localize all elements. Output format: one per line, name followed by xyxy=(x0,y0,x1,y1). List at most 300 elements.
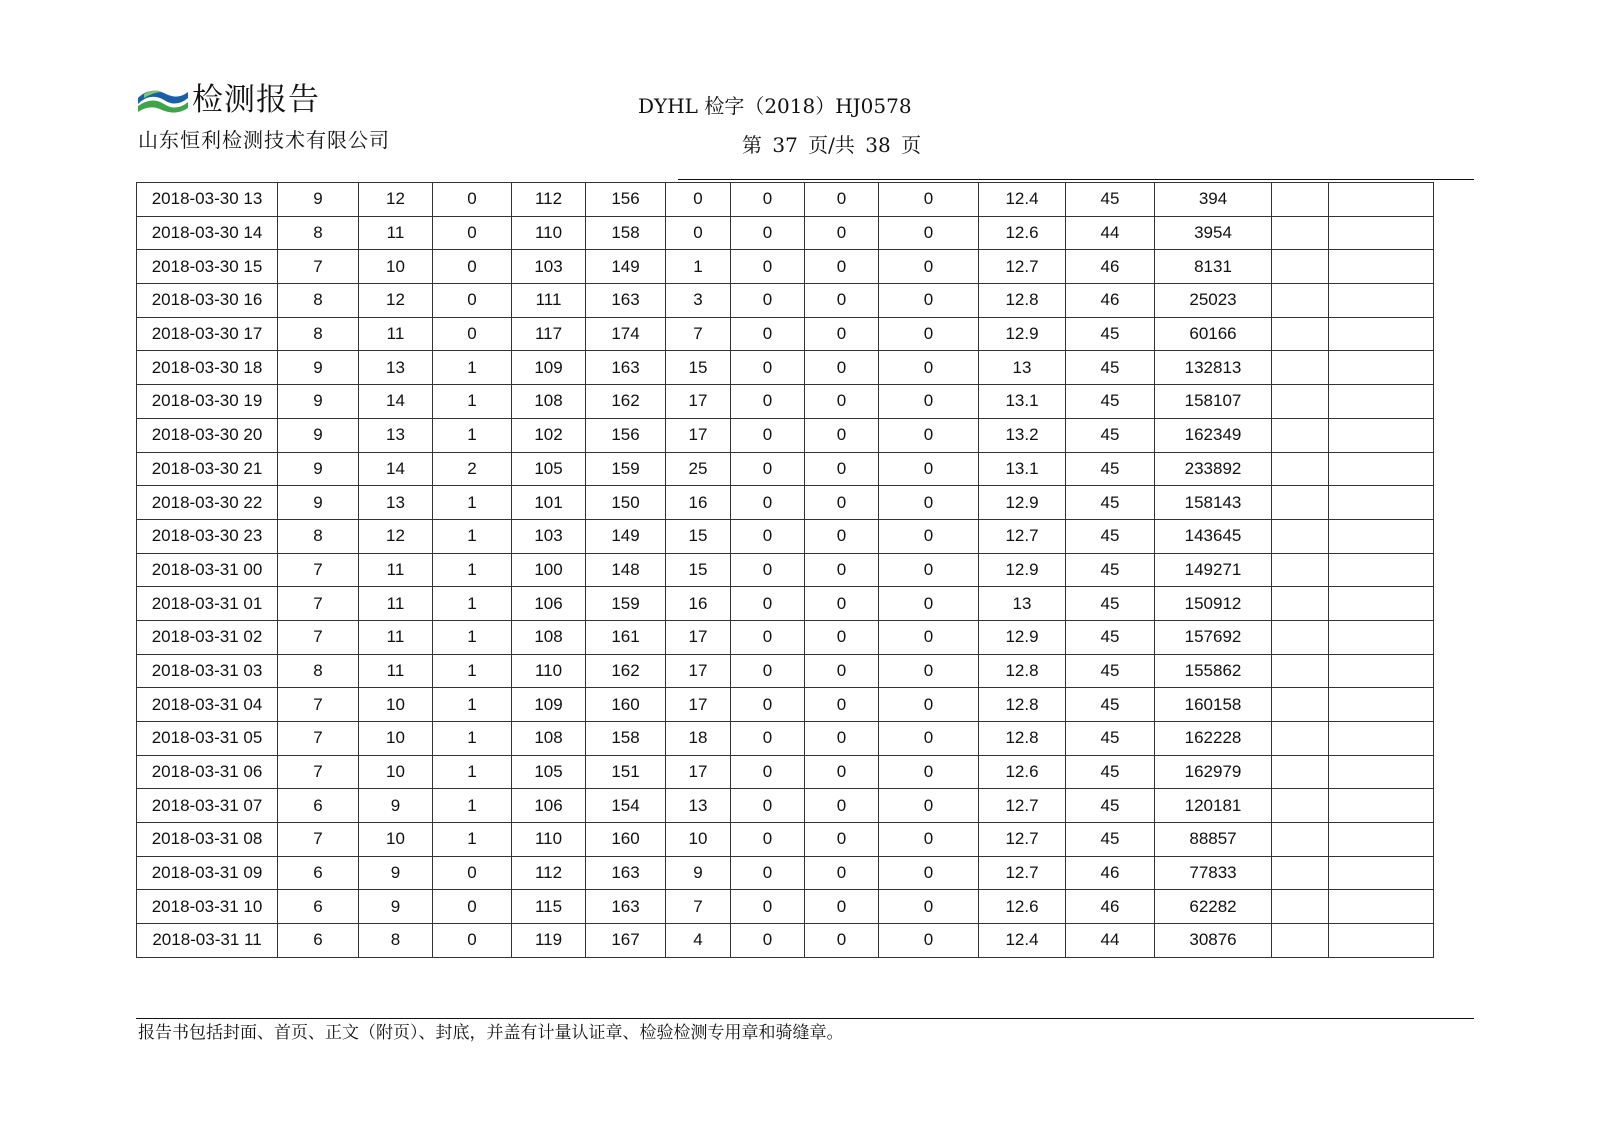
table-cell: 0 xyxy=(879,486,979,520)
table-cell: 163 xyxy=(586,284,666,318)
table-cell: 154 xyxy=(586,789,666,823)
table-cell: 9 xyxy=(359,890,433,924)
table-cell: 45 xyxy=(1066,553,1155,587)
table-cell: 25023 xyxy=(1155,284,1272,318)
table-cell: 2018-03-30 22 xyxy=(137,486,278,520)
table-cell: 0 xyxy=(879,890,979,924)
table-cell: 13.1 xyxy=(979,452,1066,486)
page-indicator xyxy=(742,131,921,159)
table-cell: 12.6 xyxy=(979,216,1066,250)
table-cell: 0 xyxy=(805,755,879,789)
table-cell: 13.1 xyxy=(979,385,1066,419)
table-cell: 12.7 xyxy=(979,789,1066,823)
table-cell: 0 xyxy=(805,924,879,958)
table-row xyxy=(137,250,1434,284)
table-cell: 0 xyxy=(805,519,879,553)
table-row xyxy=(137,856,1434,890)
company-name: 山东恒利检测技术有限公司 xyxy=(138,128,390,152)
table-cell: 0 xyxy=(433,250,512,284)
table-cell: 0 xyxy=(731,351,805,385)
table-cell: 46 xyxy=(1066,250,1155,284)
table-cell: 0 xyxy=(805,385,879,419)
table-cell: 12.9 xyxy=(979,317,1066,351)
table-cell: 0 xyxy=(433,216,512,250)
table-cell: 11 xyxy=(359,317,433,351)
table-cell: 10 xyxy=(359,250,433,284)
footer-divider xyxy=(136,1018,1474,1019)
table-cell: 160 xyxy=(586,823,666,857)
table-cell: 77833 xyxy=(1155,856,1272,890)
table-row xyxy=(137,654,1434,688)
table-cell: 12.8 xyxy=(979,688,1066,722)
table-cell: 17 xyxy=(666,385,731,419)
table-cell: 0 xyxy=(666,183,731,217)
table-cell: 158 xyxy=(586,216,666,250)
table-cell: 162979 xyxy=(1155,755,1272,789)
table-cell xyxy=(1272,452,1329,486)
table-cell: 394 xyxy=(1155,183,1272,217)
table-cell xyxy=(1272,553,1329,587)
table-cell: 12.9 xyxy=(979,553,1066,587)
table-cell: 0 xyxy=(731,688,805,722)
report-title: 检测报告 xyxy=(192,82,320,118)
table-cell: 2018-03-30 16 xyxy=(137,284,278,318)
table-cell: 45 xyxy=(1066,183,1155,217)
table-cell: 9 xyxy=(278,452,359,486)
table-cell: 0 xyxy=(879,587,979,621)
table-cell xyxy=(1272,722,1329,756)
table-cell: 0 xyxy=(731,418,805,452)
table-cell: 3 xyxy=(666,284,731,318)
table-cell: 7 xyxy=(278,722,359,756)
table-cell: 151 xyxy=(586,755,666,789)
table-cell xyxy=(1272,890,1329,924)
table-row xyxy=(137,823,1434,857)
table-cell: 1 xyxy=(433,789,512,823)
table-cell xyxy=(1329,216,1434,250)
table-cell xyxy=(1272,183,1329,217)
table-cell: 45 xyxy=(1066,519,1155,553)
table-cell: 0 xyxy=(805,722,879,756)
table-cell: 0 xyxy=(731,216,805,250)
table-cell: 18 xyxy=(666,722,731,756)
table-cell xyxy=(1272,924,1329,958)
table-cell: 0 xyxy=(879,620,979,654)
table-cell: 9 xyxy=(278,351,359,385)
table-cell: 1 xyxy=(433,418,512,452)
table-cell: 12 xyxy=(359,284,433,318)
page-prefix: 第 xyxy=(742,133,762,157)
page-current: 37 xyxy=(772,133,798,157)
table-cell xyxy=(1329,722,1434,756)
table-row xyxy=(137,587,1434,621)
table-cell: 45 xyxy=(1066,620,1155,654)
table-cell: 7 xyxy=(278,688,359,722)
table-cell: 10 xyxy=(359,823,433,857)
table-cell: 0 xyxy=(879,856,979,890)
table-cell: 60166 xyxy=(1155,317,1272,351)
table-cell: 12.8 xyxy=(979,654,1066,688)
table-cell: 2018-03-31 05 xyxy=(137,722,278,756)
table-cell: 12.7 xyxy=(979,856,1066,890)
table-cell: 11 xyxy=(359,587,433,621)
table-cell: 13 xyxy=(359,418,433,452)
table-cell: 0 xyxy=(805,452,879,486)
table-cell: 0 xyxy=(731,452,805,486)
table-cell: 45 xyxy=(1066,823,1155,857)
table-cell: 2018-03-31 00 xyxy=(137,553,278,587)
table-cell: 0 xyxy=(433,924,512,958)
table-cell: 0 xyxy=(805,587,879,621)
table-cell: 0 xyxy=(879,688,979,722)
table-cell: 10 xyxy=(359,755,433,789)
table-cell: 2018-03-31 07 xyxy=(137,789,278,823)
table-cell xyxy=(1272,250,1329,284)
table-cell: 106 xyxy=(512,789,586,823)
table-cell: 2018-03-31 11 xyxy=(137,924,278,958)
table-cell: 0 xyxy=(731,486,805,520)
table-cell: 0 xyxy=(879,317,979,351)
table-cell: 100 xyxy=(512,553,586,587)
table-cell: 119 xyxy=(512,924,586,958)
table-cell: 0 xyxy=(805,688,879,722)
table-cell: 0 xyxy=(731,587,805,621)
table-cell: 2018-03-30 17 xyxy=(137,317,278,351)
table-cell: 132813 xyxy=(1155,351,1272,385)
table-cell xyxy=(1272,385,1329,419)
table-cell: 1 xyxy=(433,755,512,789)
table-row xyxy=(137,317,1434,351)
table-cell: 8 xyxy=(278,216,359,250)
table-cell: 2018-03-31 02 xyxy=(137,620,278,654)
table-cell xyxy=(1329,351,1434,385)
table-row xyxy=(137,216,1434,250)
table-cell xyxy=(1329,789,1434,823)
table-cell: 2018-03-30 19 xyxy=(137,385,278,419)
table-cell: 14 xyxy=(359,452,433,486)
table-row xyxy=(137,755,1434,789)
table-cell: 0 xyxy=(731,183,805,217)
table-cell: 110 xyxy=(512,654,586,688)
table-cell: 45 xyxy=(1066,486,1155,520)
table-cell: 162349 xyxy=(1155,418,1272,452)
company-logo-icon xyxy=(136,84,190,114)
table-cell: 16 xyxy=(666,486,731,520)
table-cell: 7 xyxy=(278,587,359,621)
table-cell: 16 xyxy=(666,587,731,621)
table-cell: 11 xyxy=(359,553,433,587)
table-cell: 1 xyxy=(433,553,512,587)
table-cell: 0 xyxy=(805,553,879,587)
table-cell: 2018-03-31 06 xyxy=(137,755,278,789)
table-cell: 13 xyxy=(979,587,1066,621)
table-cell: 163 xyxy=(586,890,666,924)
table-cell: 0 xyxy=(879,789,979,823)
table-cell: 159 xyxy=(586,587,666,621)
table-cell xyxy=(1272,317,1329,351)
table-cell: 157692 xyxy=(1155,620,1272,654)
table-cell: 13 xyxy=(979,351,1066,385)
table-cell: 12.7 xyxy=(979,519,1066,553)
table-cell: 13 xyxy=(666,789,731,823)
table-cell: 6 xyxy=(278,856,359,890)
table-cell xyxy=(1329,250,1434,284)
table-cell: 12.4 xyxy=(979,183,1066,217)
table-cell: 12.4 xyxy=(979,924,1066,958)
table-cell: 108 xyxy=(512,620,586,654)
table-cell: 12.7 xyxy=(979,823,1066,857)
table-cell: 149 xyxy=(586,250,666,284)
table-cell: 12.8 xyxy=(979,722,1066,756)
table-row xyxy=(137,284,1434,318)
table-cell: 0 xyxy=(879,418,979,452)
table-cell: 0 xyxy=(731,823,805,857)
table-cell: 0 xyxy=(433,856,512,890)
table-cell: 103 xyxy=(512,519,586,553)
table-cell xyxy=(1329,620,1434,654)
table-cell xyxy=(1272,351,1329,385)
table-cell: 7 xyxy=(666,890,731,924)
table-cell: 4 xyxy=(666,924,731,958)
table-cell: 109 xyxy=(512,688,586,722)
table-cell xyxy=(1272,519,1329,553)
table-cell: 12.6 xyxy=(979,890,1066,924)
table-row xyxy=(137,452,1434,486)
table-cell: 9 xyxy=(278,486,359,520)
table-row xyxy=(137,418,1434,452)
table-cell: 46 xyxy=(1066,890,1155,924)
table-cell: 0 xyxy=(433,317,512,351)
page-total: 38 xyxy=(865,133,891,157)
table-cell: 1 xyxy=(666,250,731,284)
table-cell: 0 xyxy=(731,250,805,284)
table-cell: 62282 xyxy=(1155,890,1272,924)
table-cell: 11 xyxy=(359,620,433,654)
table-cell: 12.8 xyxy=(979,284,1066,318)
table-cell: 0 xyxy=(805,317,879,351)
table-cell: 0 xyxy=(805,418,879,452)
table-cell xyxy=(1272,654,1329,688)
table-cell: 3954 xyxy=(1155,216,1272,250)
table-cell: 112 xyxy=(512,183,586,217)
table-cell: 45 xyxy=(1066,654,1155,688)
table-cell xyxy=(1329,587,1434,621)
table-cell: 1 xyxy=(433,519,512,553)
table-cell xyxy=(1272,688,1329,722)
table-cell: 0 xyxy=(805,823,879,857)
table-cell: 2018-03-31 04 xyxy=(137,688,278,722)
table-cell: 0 xyxy=(731,890,805,924)
table-cell: 12 xyxy=(359,183,433,217)
table-cell: 155862 xyxy=(1155,654,1272,688)
table-cell xyxy=(1272,620,1329,654)
table-cell: 15 xyxy=(666,519,731,553)
table-cell: 45 xyxy=(1066,317,1155,351)
table-cell xyxy=(1329,688,1434,722)
table-cell: 160158 xyxy=(1155,688,1272,722)
table-cell: 25 xyxy=(666,452,731,486)
table-cell: 12.7 xyxy=(979,250,1066,284)
table-cell: 0 xyxy=(805,890,879,924)
table-cell: 0 xyxy=(805,856,879,890)
table-cell xyxy=(1329,654,1434,688)
table-cell: 0 xyxy=(879,755,979,789)
table-cell xyxy=(1272,486,1329,520)
table-cell: 1 xyxy=(433,620,512,654)
table-cell: 6 xyxy=(278,890,359,924)
table-cell: 45 xyxy=(1066,722,1155,756)
table-cell: 14 xyxy=(359,385,433,419)
table-cell: 9 xyxy=(359,856,433,890)
table-cell: 0 xyxy=(879,519,979,553)
table-cell: 0 xyxy=(879,654,979,688)
table-cell: 150912 xyxy=(1155,587,1272,621)
table-cell: 2018-03-31 01 xyxy=(137,587,278,621)
table-cell: 1 xyxy=(433,688,512,722)
table-row xyxy=(137,519,1434,553)
table-cell xyxy=(1329,183,1434,217)
table-cell: 0 xyxy=(805,183,879,217)
table-cell: 0 xyxy=(731,620,805,654)
page-suffix: 页 xyxy=(901,133,922,157)
table-cell: 2018-03-30 15 xyxy=(137,250,278,284)
table-cell: 156 xyxy=(586,183,666,217)
table-cell: 9 xyxy=(278,418,359,452)
table-cell: 2018-03-31 10 xyxy=(137,890,278,924)
table-cell: 13 xyxy=(359,351,433,385)
table-cell: 1 xyxy=(433,385,512,419)
table-row xyxy=(137,385,1434,419)
table-cell: 106 xyxy=(512,587,586,621)
table-cell: 8 xyxy=(278,519,359,553)
table-cell: 0 xyxy=(879,924,979,958)
table-cell: 7 xyxy=(666,317,731,351)
table-cell: 8131 xyxy=(1155,250,1272,284)
table-cell: 30876 xyxy=(1155,924,1272,958)
table-cell: 8 xyxy=(278,284,359,318)
table-cell: 111 xyxy=(512,284,586,318)
table-cell: 0 xyxy=(805,284,879,318)
table-cell: 0 xyxy=(879,183,979,217)
table-cell: 160 xyxy=(586,688,666,722)
table-cell: 167 xyxy=(586,924,666,958)
table-cell xyxy=(1329,856,1434,890)
table-cell: 11 xyxy=(359,654,433,688)
table-cell: 8 xyxy=(278,654,359,688)
table-cell: 9 xyxy=(278,385,359,419)
table-row xyxy=(137,890,1434,924)
table-cell: 105 xyxy=(512,755,586,789)
table-cell: 2018-03-31 08 xyxy=(137,823,278,857)
table-cell: 163 xyxy=(586,856,666,890)
table-cell: 0 xyxy=(879,452,979,486)
table-cell: 0 xyxy=(731,654,805,688)
table-cell: 0 xyxy=(731,317,805,351)
table-cell xyxy=(1272,418,1329,452)
table-cell: 45 xyxy=(1066,418,1155,452)
table-cell xyxy=(1329,553,1434,587)
table-cell: 110 xyxy=(512,823,586,857)
table-cell: 161 xyxy=(586,620,666,654)
table-cell: 103 xyxy=(512,250,586,284)
table-cell: 9 xyxy=(278,183,359,217)
table-cell: 0 xyxy=(879,351,979,385)
monitoring-data-table xyxy=(136,182,1434,958)
table-cell xyxy=(1272,823,1329,857)
table-cell: 44 xyxy=(1066,216,1155,250)
table-row xyxy=(137,620,1434,654)
table-cell xyxy=(1272,284,1329,318)
table-cell: 233892 xyxy=(1155,452,1272,486)
table-cell: 45 xyxy=(1066,385,1155,419)
table-cell: 1 xyxy=(433,722,512,756)
table-row xyxy=(137,351,1434,385)
table-cell: 0 xyxy=(879,385,979,419)
table-cell: 2018-03-30 14 xyxy=(137,216,278,250)
table-cell: 109 xyxy=(512,351,586,385)
table-cell: 17 xyxy=(666,688,731,722)
table-cell: 0 xyxy=(879,823,979,857)
table-cell: 162228 xyxy=(1155,722,1272,756)
table-cell: 2 xyxy=(433,452,512,486)
table-cell: 162 xyxy=(586,385,666,419)
table-cell: 13.2 xyxy=(979,418,1066,452)
table-cell: 0 xyxy=(666,216,731,250)
table-cell: 2018-03-31 03 xyxy=(137,654,278,688)
table-cell: 117 xyxy=(512,317,586,351)
table-cell: 0 xyxy=(731,284,805,318)
table-cell: 101 xyxy=(512,486,586,520)
table-cell: 1 xyxy=(433,654,512,688)
table-cell: 9 xyxy=(666,856,731,890)
table-cell: 12.9 xyxy=(979,620,1066,654)
table-cell: 0 xyxy=(433,890,512,924)
page-mid: 页/共 xyxy=(808,133,855,157)
table-cell xyxy=(1329,755,1434,789)
table-cell: 6 xyxy=(278,924,359,958)
table-cell: 12.6 xyxy=(979,755,1066,789)
table-cell: 88857 xyxy=(1155,823,1272,857)
table-cell: 148 xyxy=(586,553,666,587)
table-cell: 0 xyxy=(731,789,805,823)
table-cell: 0 xyxy=(731,385,805,419)
table-cell xyxy=(1329,418,1434,452)
table-cell: 108 xyxy=(512,385,586,419)
table-cell xyxy=(1329,823,1434,857)
table-cell: 8 xyxy=(278,317,359,351)
table-cell xyxy=(1329,385,1434,419)
table-cell: 0 xyxy=(805,654,879,688)
table-cell: 12 xyxy=(359,519,433,553)
table-cell: 45 xyxy=(1066,452,1155,486)
table-cell xyxy=(1329,519,1434,553)
table-cell: 45 xyxy=(1066,789,1155,823)
table-row xyxy=(137,486,1434,520)
table-cell: 8 xyxy=(359,924,433,958)
table-cell: 0 xyxy=(879,216,979,250)
table-cell: 12.9 xyxy=(979,486,1066,520)
table-cell: 0 xyxy=(879,553,979,587)
table-cell: 10 xyxy=(359,722,433,756)
table-cell: 0 xyxy=(805,216,879,250)
table-cell: 13 xyxy=(359,486,433,520)
table-cell: 159 xyxy=(586,452,666,486)
table-cell: 0 xyxy=(731,553,805,587)
table-cell: 45 xyxy=(1066,755,1155,789)
table-cell xyxy=(1329,317,1434,351)
table-cell: 2018-03-31 09 xyxy=(137,856,278,890)
table-cell: 102 xyxy=(512,418,586,452)
